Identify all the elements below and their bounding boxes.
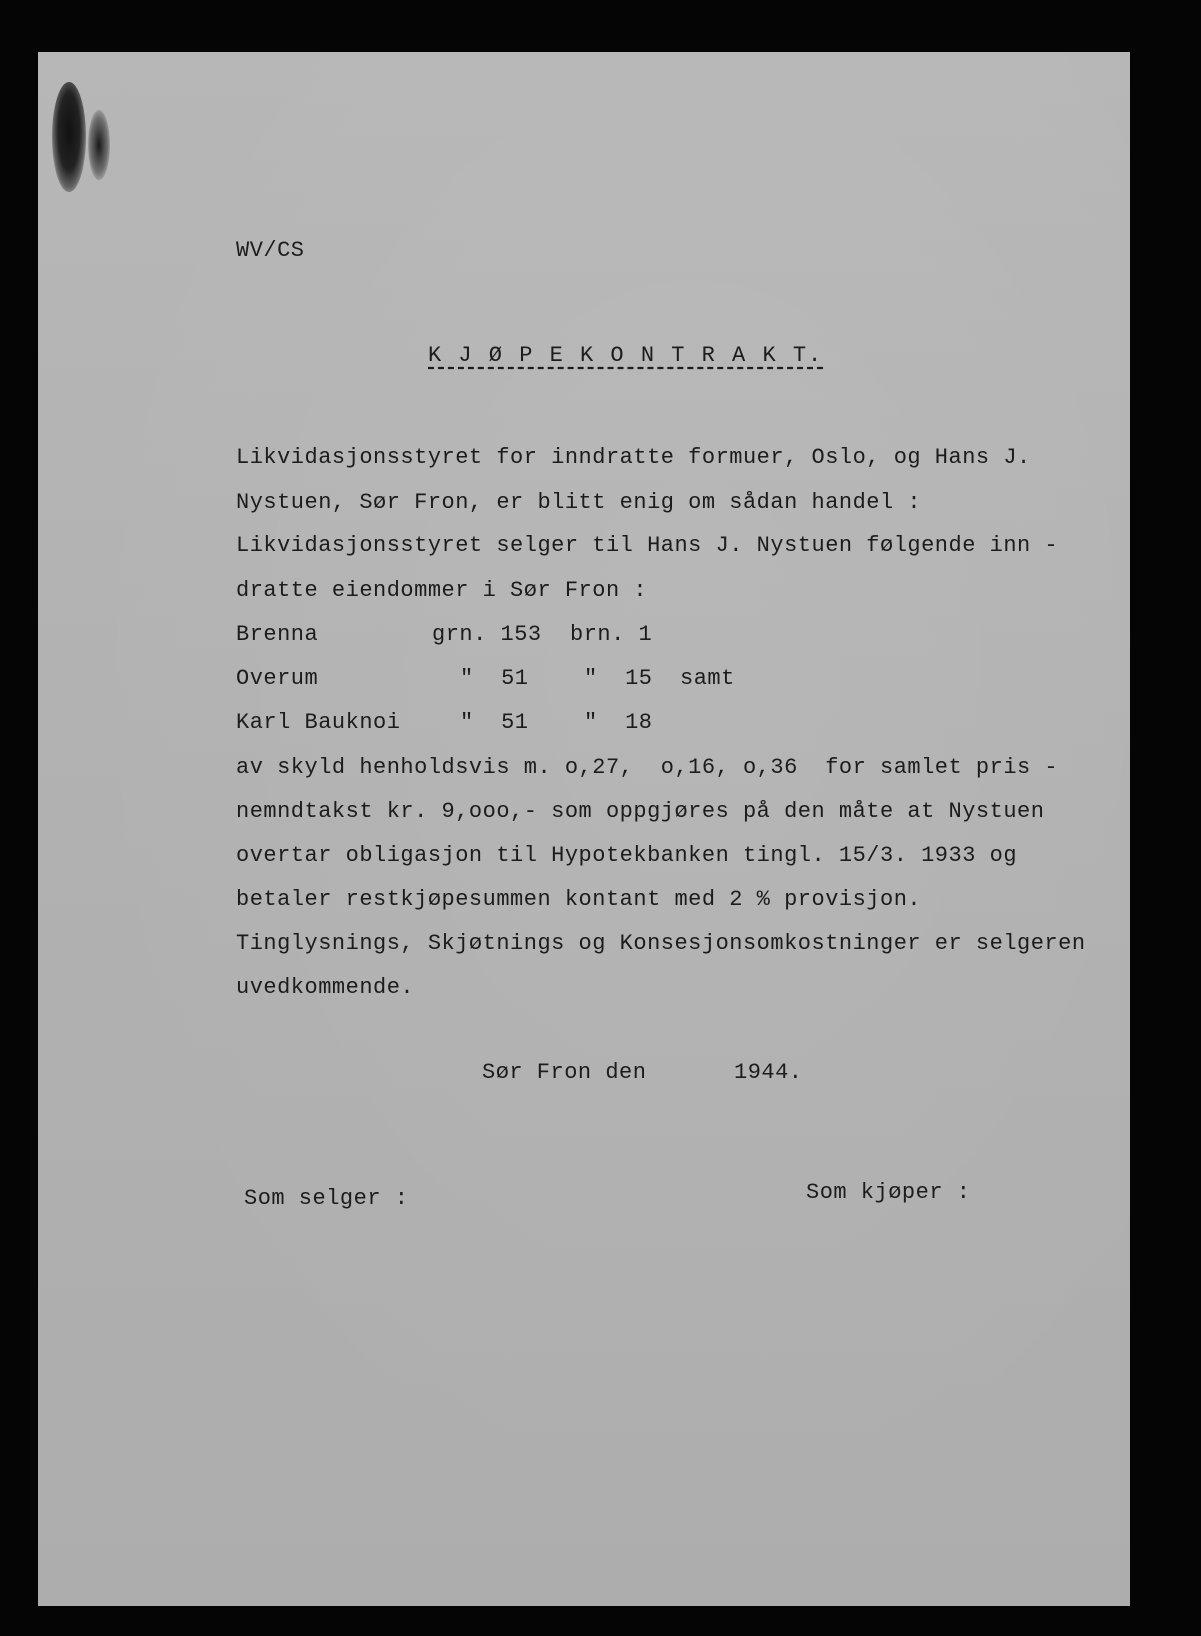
terms-line-1: av skyld henholdsvis m. o,27, o,16, o,36 for samlet pris - [236,755,1059,780]
document-title: K J Ø P E K O N T R A K T. [428,343,824,368]
property-brn: " 15 [584,666,653,691]
body-line-3: Likvidasjonsstyret selger til Hans J. Nystuen følgende inn - [236,533,1059,558]
seller-signature-label: Som selger : [244,1186,409,1211]
date-year: 1944. [734,1060,803,1085]
document-page [38,52,1130,1606]
property-name: Karl Bauknoi [236,710,401,735]
property-name: Overum [236,666,319,691]
terms-line-3: overtar obligasjon til Hypotekbanken tingl. 15/3. 1933 og [236,843,1018,868]
property-extra: samt [680,666,735,691]
terms-line-5: Tinglysnings, Skjøtnings og Konsesjonsomkostninger er selgeren [236,931,1086,956]
property-grn: " 51 [460,666,529,691]
place-date: Sør Fron den [482,1060,647,1085]
terms-line-4: betaler restkjøpesummen kontant med 2 % provisjon. [236,887,922,912]
terms-line-2: nemndtakst kr. 9,ooo,- som oppgjøres på den måte at Nystuen [236,799,1045,824]
ink-stain [52,82,86,192]
reference-code: WV/CS [236,238,305,263]
property-name: Brenna [236,622,319,647]
ink-stain-secondary [88,110,110,180]
property-grn: " 51 [460,710,529,735]
property-brn: brn. 1 [570,622,653,647]
body-line-4: dratte eiendommer i Sør Fron : [236,578,648,603]
property-brn: " 18 [584,710,653,735]
property-grn: grn. 153 [432,622,542,647]
terms-line-6: uvedkommende. [236,975,415,1000]
body-line-1: Likvidasjonsstyret for inndratte formuer, Oslo, og Hans J. [236,445,1031,470]
buyer-signature-label: Som kjøper : [806,1180,971,1205]
body-line-2: Nystuen, Sør Fron, er blitt enig om sådan handel : [236,490,922,515]
